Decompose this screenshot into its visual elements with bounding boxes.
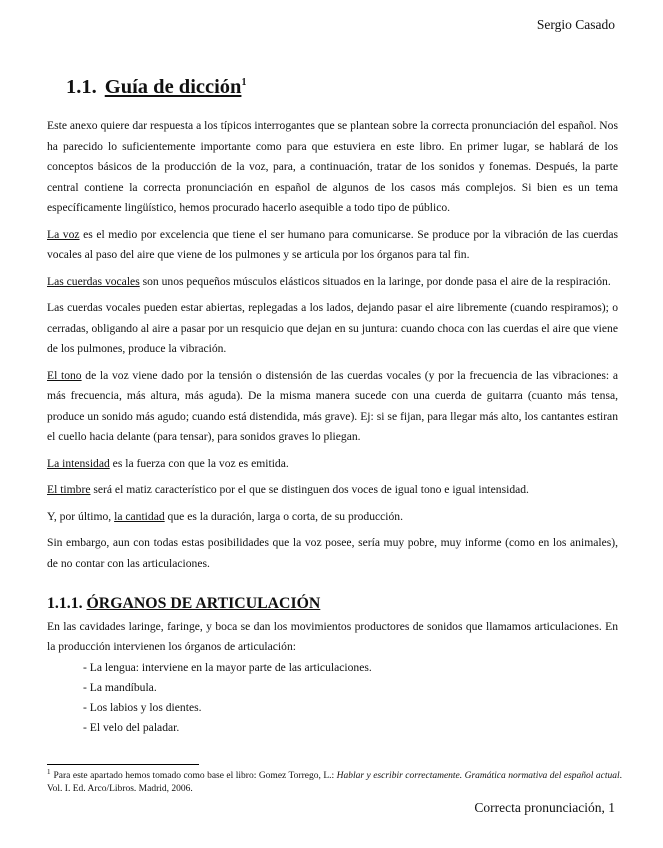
list-item: - Los labios y los dientes.: [83, 701, 202, 715]
vocal-cords-paragraph: Las cuerdas vocales pueden estar abiertas, replegadas a los lados, dejando pasar el aire libremente (cuando respiramos); o cerradas, obligando al aire a pasar por un resquicio que dejan en su juntura: cuando choca con las cuerdas el aire que viene de los pulmones, produce la vibración.: [47, 301, 618, 355]
section-number: 1.1.: [66, 76, 97, 98]
term-intensidad: La intensidad: [47, 456, 110, 470]
def-timbre-paragraph: [47, 480, 618, 501]
list-item: - La lengua: interviene en la mayor parte de las articulaciones.: [83, 660, 372, 674]
term-tono: El tono: [47, 368, 82, 382]
intro-paragraph: Este anexo quiere dar respuesta a los típicos interrogantes que se plantean sobre la correcta pronunciación del español. Nos ha parecido lo suficientemente importante como para que estuviera en este libro. En primer lugar, se hablará de los conceptos básicos de la producción de la voz, para, a continuación, tratar de los sonidos y fonemas. Después, la parte central contiene la correcta pronunciación en español de algunos de los casos más complejos. Si bien es un tema específicamente lingüístico, hemos procurado hacerlo asequible a todo tipo de público.: [47, 119, 618, 214]
def-intensidad-text: es la fuerza con que la voz es emitida.: [109, 456, 289, 470]
footnote-divider: [47, 764, 199, 765]
section-title: Guía de dicción: [104, 76, 242, 98]
page-footer: Correcta pronunciación, 1: [474, 800, 615, 815]
term-cantidad: la cantidad: [114, 509, 165, 523]
def-tono-paragraph: [47, 366, 618, 448]
footnote-mark: 1: [47, 767, 51, 776]
footnote: [47, 767, 622, 796]
body-text: [47, 116, 618, 580]
cantidad-before: Y, por último,: [47, 509, 115, 523]
def-cuerdas-text: son unos pequeños músculos elásticos situados en la laringe, por donde pasa el aire de la respiración.: [139, 274, 611, 288]
subsection-heading: [47, 594, 618, 615]
def-cantidad-paragraph: [47, 507, 618, 528]
organs-intro: En las cavidades laringe, faringe, y boca se dan los movimientos productores de sonidos que llamamos articulaciones. En la producción intervienen los órganos de articulación:: [47, 619, 618, 653]
def-tono-text: de la voz viene dado por la tensión o distensión de las cuerdas vocales (y por la frecuencia de las vibraciones: a más frecuencia, más altura, más aguda). De la misma manera sucede con una cuerda de guitarra (cuanto más tensa, produce un sonido más agudo; cuando está distendida, más grave). Ej: si se fijan, para llegar más alto, los cantantes estiran el cuello hacia delante (para tensar), para sonidos graves lo pliegan.: [47, 368, 618, 443]
cantidad-after: que es la duración, larga o corta, de su producción.: [164, 509, 403, 523]
running-header-author: Sergio Casado: [536, 17, 615, 32]
term-timbre: El timbre: [47, 483, 91, 496]
def-timbre-text: será el matiz característico por el que se distinguen dos voces de igual tono e igual intensidad.: [90, 483, 529, 496]
list-item: - La mandíbula.: [83, 680, 157, 694]
def-intensidad-paragraph: [47, 454, 618, 475]
footnote-book-title: Hablar y escribir correctamente. Gramática normativa del español actual: [336, 771, 620, 781]
list-item: - El velo del paladar.: [83, 721, 180, 735]
closing-paragraph: Sin embargo, aun con todas estas posibilidades que la voz posee, sería muy pobre, muy informe (como en los animales), de no contar con las articulaciones.: [47, 536, 618, 570]
footnote-text: Para este apartado hemos tomado como base el libro: Gomez Torrego, L.:: [53, 771, 337, 781]
def-voz-text: es el medio por excelencia que tiene el ser humano para comunicarse. Se produce por la vibración de las cuerdas vocales al paso del aire que viene de los pulmones y se articula por los órganos para tal fin.: [47, 227, 618, 261]
footnote-reference: 1: [241, 77, 247, 89]
subsection-title: ÓRGANOS DE ARTICULACIÓN: [86, 595, 321, 612]
subsection-block: [47, 594, 618, 739]
term-voz: La voz: [47, 227, 80, 241]
footnote-publisher: . Vol. I. Ed. Arco/Libros. Madrid, 2006.: [47, 771, 622, 794]
def-cuerdas-paragraph: [47, 272, 618, 293]
section-heading: [66, 76, 246, 99]
term-cuerdas: Las cuerdas vocales: [47, 274, 140, 288]
def-voz-paragraph: [47, 225, 618, 266]
organs-list: [47, 658, 618, 739]
subsection-number: 1.1.1.: [47, 595, 83, 612]
